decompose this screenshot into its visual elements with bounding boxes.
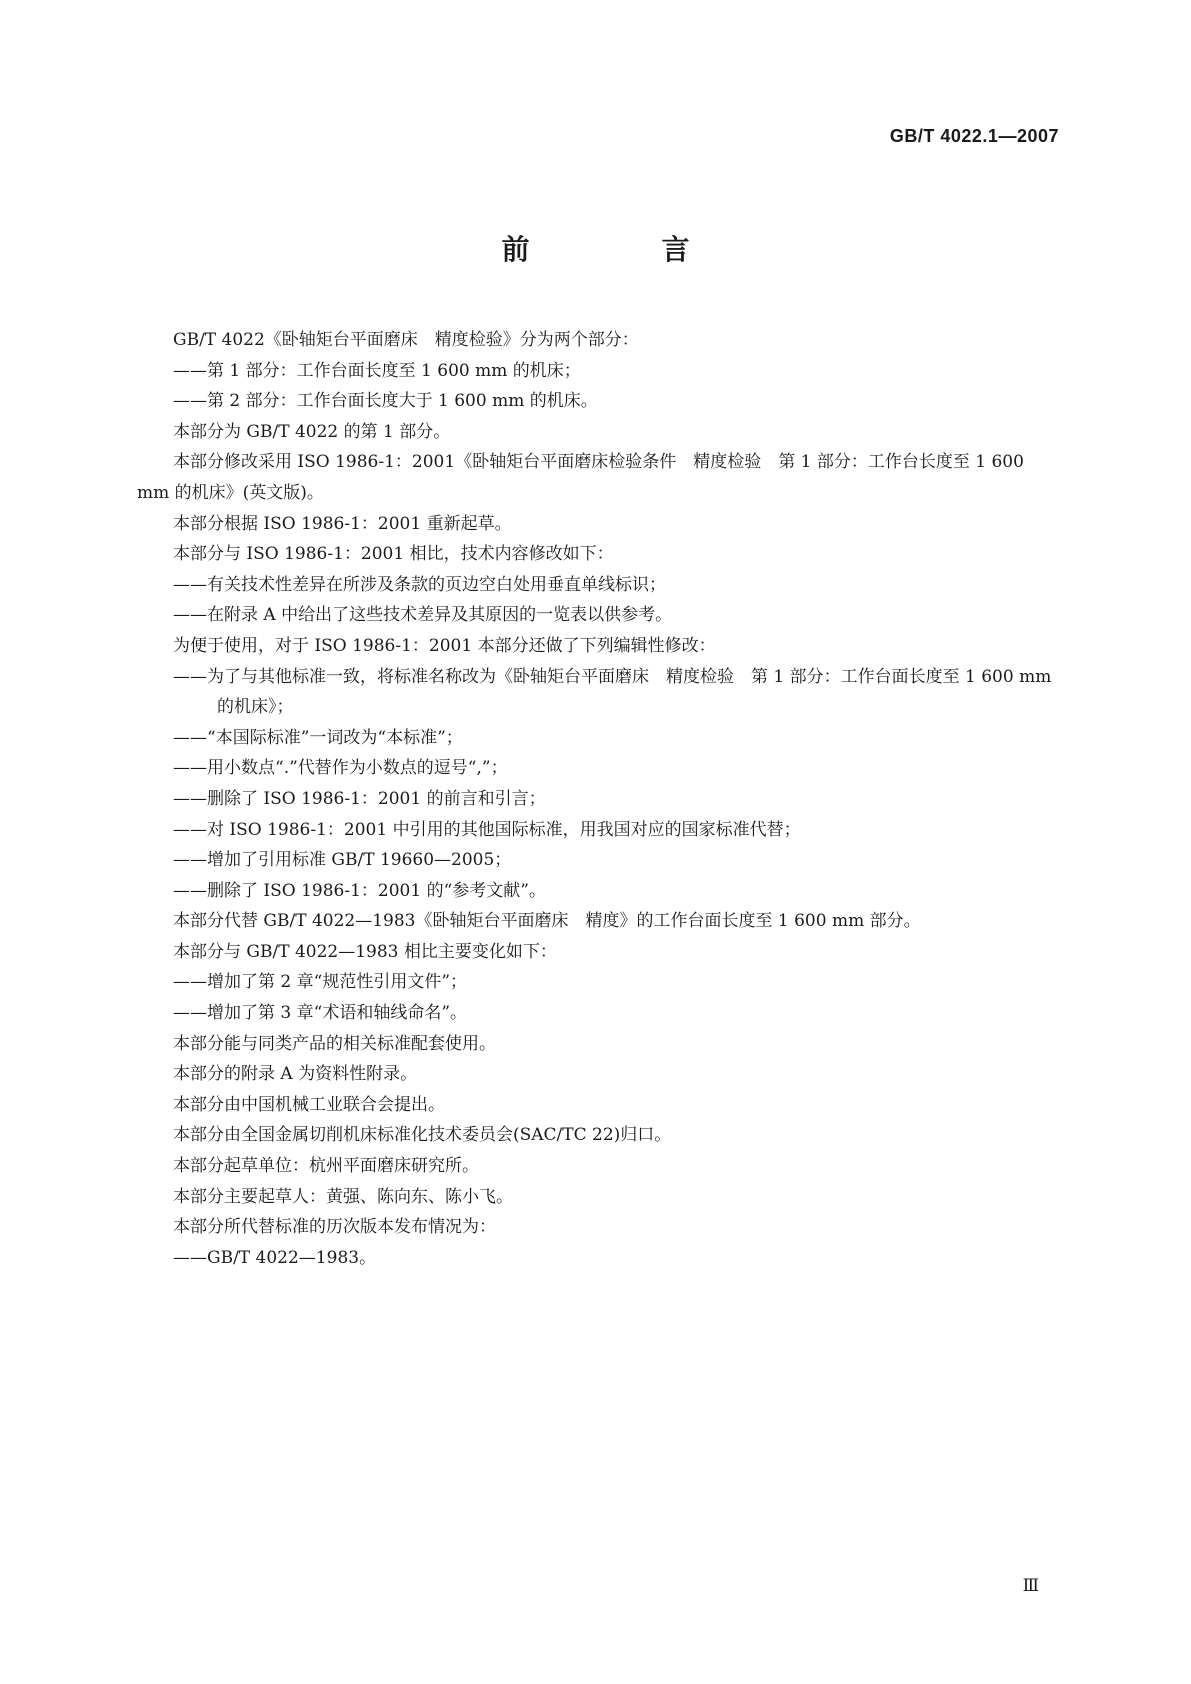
paragraph: 本部分与 ISO 1986-1：2001 相比，技术内容修改如下： <box>173 544 614 565</box>
list-item: ——用小数点“.”代替作为小数点的逗号“,”； <box>173 758 508 779</box>
list-item: ——在附录 A 中给出了这些技术差异及其原因的一览表以供参考。 <box>173 605 673 626</box>
paragraph: 本部分由中国机械工业联合会提出。 <box>173 1094 445 1115</box>
paragraph: 本部分的附录 A 为资料性附录。 <box>173 1064 418 1085</box>
foreword-body <box>137 325 1060 1273</box>
list-item: ——对 ISO 1986-1：2001 中引用的其他国际标准，用我国对应的国家标准代替； <box>173 819 801 840</box>
standard-number: GB/T 4022.1—2007 <box>889 126 1059 146</box>
list-item: ——为了与其他标准一致，将标准名称改为《卧轴矩台平面磨床 精度检验 第 1 部分：工作台面长度至 1 600 mm 的机床》； <box>173 666 1057 718</box>
list-item: ——第 2 部分：工作台面长度大于 1 600 mm 的机床。 <box>173 391 598 412</box>
paragraph: 本部分修改采用 ISO 1986-1：2001《卧轴矩台平面磨床检验条件 精度检验 第 1 部分：工作台长度至 1 600 mm 的机床》(英文版)。 <box>137 452 1030 503</box>
paragraph: 本部分与 GB/T 4022—1983 相比主要变化如下： <box>173 941 557 962</box>
list-item: ——GB/T 4022—1983。 <box>173 1247 377 1268</box>
paragraph: 本部分根据 ISO 1986-1：2001 重新起草。 <box>173 513 512 534</box>
list-item: ——删除了 ISO 1986-1：2001 的前言和引言； <box>173 788 546 809</box>
paragraph: 本部分所代替标准的历次版本发布情况为： <box>173 1217 496 1238</box>
paragraph: 本部分代替 GB/T 4022—1983《卧轴矩台平面磨床 精度》的工作台面长度至 1 600 mm 部分。 <box>173 911 921 932</box>
list-item: ——删除了 ISO 1986-1：2001 的“参考文献”。 <box>173 880 546 901</box>
paragraph: 为便于使用，对于 ISO 1986-1：2001 本部分还做了下列编辑性修改： <box>173 635 716 656</box>
paragraph: GB/T 4022《卧轴矩台平面磨床 精度检验》分为两个部分： <box>173 330 639 350</box>
list-item: ——增加了第 2 章“规范性引用文件”； <box>173 972 468 993</box>
list-item: ——增加了第 3 章“术语和轴线命名”。 <box>173 1003 468 1024</box>
list-item: ——增加了引用标准 GB/T 19660—2005； <box>173 850 512 871</box>
list-item: ——有关技术性差异在所涉及条款的页边空白处用垂直单线标识； <box>173 574 666 595</box>
page-number: Ⅲ <box>1022 1576 1039 1596</box>
paragraph: 本部分由全国金属切削机床标准化技术委员会(SAC/TC 22)归口。 <box>173 1125 672 1146</box>
list-item: ——第 1 部分：工作台面长度至 1 600 mm 的机床； <box>173 360 581 381</box>
paragraph: 本部分起草单位：杭州平面磨床研究所。 <box>173 1156 479 1177</box>
paragraph: 本部分能与同类产品的相关标准配套使用。 <box>173 1033 496 1054</box>
page-title: 前 言 <box>501 233 742 266</box>
paragraph: 本部分为 GB/T 4022 的第 1 部分。 <box>173 421 451 442</box>
paragraph: 本部分主要起草人：黄强、陈向东、陈小飞。 <box>173 1186 513 1207</box>
list-item: ——“本国际标准”一词改为“本标准”； <box>173 727 463 748</box>
